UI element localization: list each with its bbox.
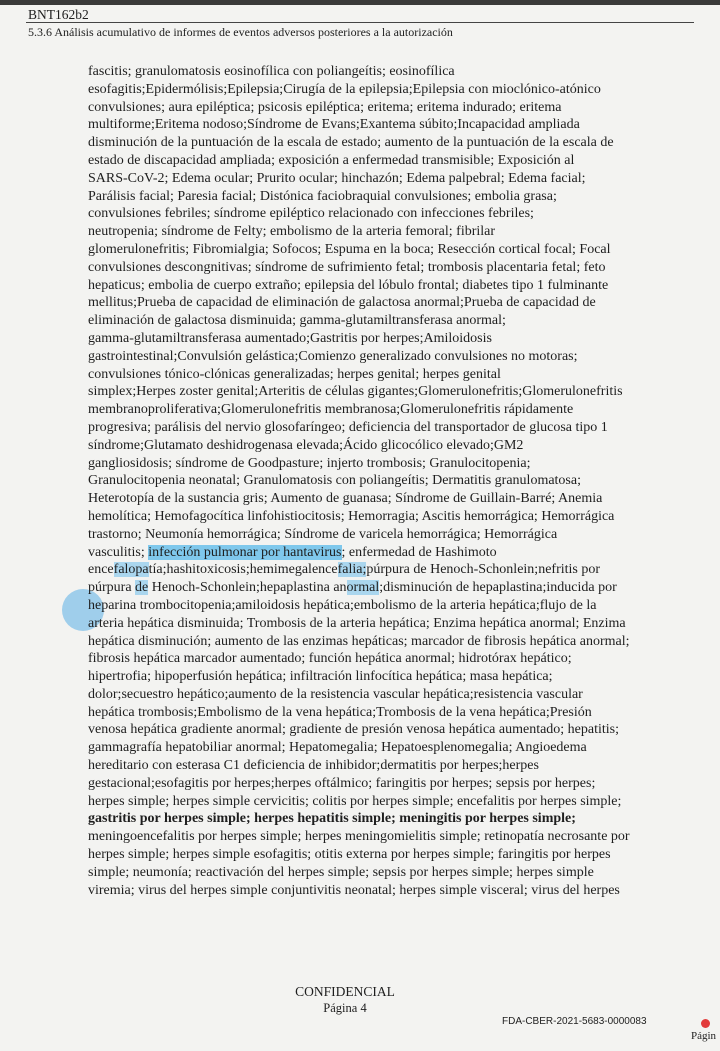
highlighted-fragment: de [135, 580, 149, 596]
highlighted-fragment: ormal [346, 580, 380, 596]
highlighted-fragment: falia; [337, 562, 367, 578]
text-line: esofagitis;Epidermólisis;Epilepsia;Cirugía de la epilepsia;Epilepsia con mioclónico-atónico [88, 81, 601, 97]
text-line: hipertrofia; hipoperfusión hepática; infiltración linfocítica hepática; masa hepática; [88, 669, 553, 685]
page-number: Página 4 [323, 1001, 367, 1015]
text-fragment: púrpura [88, 580, 136, 596]
text-line: multiforme;Eritema nodoso;Síndrome de Evans;Exantema súbito;Incapacidad ampliada [88, 117, 580, 133]
text-line: neutropenia; síndrome de Felty; embolismo de la arteria femoral; fibrilar [88, 224, 496, 240]
text-line: gangliosidosis; síndrome de Goodpasture; injerto trombosis; Granulocitopenia; [88, 455, 531, 471]
text-line: fibrosis hepática marcador aumentado; función hepática anormal; hidrotórax hepático; [88, 651, 572, 667]
text-line: trastorno; Neumonía hemorrágica; Síndrome de varicela hemorrágica; Hemorrágica [88, 526, 558, 542]
text-line: herpes simple; herpes simple esofagitis; otitis externa por herpes simple; faringitis por herpes [88, 847, 611, 863]
text-line: simple; neumonía; reactivación del herpes simple; sepsis por herpes simple; herpes simple [88, 864, 594, 880]
text-line: membranoproliferativa;Glomerulonefritis membranosa;Glomerulonefritis rápidamente [88, 402, 574, 418]
text-line: gestacional;esofagitis por herpes;herpes oftálmico; faringitis por herpes; sepsis por herpes; [88, 775, 596, 791]
section-title: 5.3.6 Análisis acumulativo de informes de eventos adversos posteriores a la autorización [28, 25, 453, 39]
text-line: fascitis; granulomatosis eosinofílica con poliangeítis; eosinofílica [88, 64, 455, 79]
text-line: disminución de la puntuación de la escala de estado; aumento de la puntuación de la escala de [88, 135, 614, 151]
confidential-label: CONFIDENCIAL [295, 984, 395, 999]
highlighted-term: infección pulmonar por hantavirus [148, 544, 342, 560]
text-line: Parálisis facial; Paresia facial; Distónica faciobraquial convulsiones; embolia grasa; [88, 188, 557, 204]
text-line: estado de discapacidad ampliada; exposición a enfermedad transmisible; Exposición al [88, 152, 575, 168]
text-line: Heterotopía de la sustancia gris; Aumento de guanasa; Síndrome de Guillain-Barré; Anemia [88, 491, 603, 507]
text-line: gammagrafía hepatobiliar anormal; Hepatomegalia; Hepatoesplenomegalia; Angioedema [88, 740, 587, 756]
text-line: hemolítica; Hemofagocítica linfohistiocitosis; Hemorragia; Ascitis hemorrágica; Hemorrágica [88, 508, 615, 524]
highlighted-fragment: falopa [113, 562, 149, 578]
text-fragment: tía;hashitoxicosis;hemimegalence [148, 562, 338, 578]
text-line: gamma-glutamiltransferasa aumentado;Gastritis por herpes;Amiloidosis [88, 330, 492, 346]
text-line: convulsiones febriles; síndrome epiléptico relacionado con infecciones febriles; [88, 206, 534, 222]
text-line: gastrointestinal;Convulsión gelástica;Comienzo generalizado convulsiones no motoras; [88, 348, 578, 364]
text-line: venosa hepática gradiente anormal; gradiente de presión venosa hepática aumentado; hepatitis; [88, 722, 620, 738]
document-body [88, 63, 694, 899]
bold-line: gastritis por herpes simple; herpes hepatitis simple; meningitis por herpes simple; [88, 811, 576, 827]
highlighted-line [88, 544, 694, 562]
text-line: viremia; virus del herpes simple conjuntivitis neonatal; herpes simple visceral; virus del herpes [88, 882, 620, 898]
text-line [88, 579, 694, 597]
text-line: heparina trombocitopenia;amiloidosis hepática;embolismo de la arteria hepática;flujo de la [88, 597, 597, 613]
text-line: dolor;secuestro hepático;aumento de la resistencia vascular hepática;resistencia vascular [88, 686, 583, 702]
text-line: convulsiones descongnitivas; síndrome de sufrimiento fetal; trombosis placentaria fetal; feto [88, 259, 606, 275]
text-fragment: ; enfermedad de Hashimoto [341, 544, 497, 560]
text-line: mellitus;Prueba de capacidad de eliminación de galactosa anormal;Prueba de capacidad de [88, 295, 596, 311]
text-line: eliminación de galactosa disminuida; gamma-glutamiltransferasa anormal; [88, 313, 506, 329]
text-line: convulsiones tónico-clónicas generalizadas; herpes genital; herpes genital [88, 366, 501, 382]
text-line: arteria hepática disminuida; Trombosis de la arteria hepática; Enzima hepática anormal; Enzima [88, 615, 626, 631]
text-fragment: Henoch-Schonlein;hepaplastina an [148, 580, 347, 596]
text-line: herpes simple; herpes simple cervicitis; colitis por herpes simple; encefalitis por herpes simple; [88, 793, 622, 809]
text-line: meningoencefalitis por herpes simple; herpes meningomielitis simple; retinopatía necrosante por [88, 829, 630, 845]
text-line: SARS-CoV-2; Edema ocular; Prurito ocular; hinchazón; Edema palpebral; Edema facial; [88, 170, 586, 186]
text-line: hepática disminución; aumento de las enzimas hepáticas; marcador de fibrosis hepática anormal; [88, 633, 630, 649]
text-line: glomerulonefritis; Fibromialgia; Sofocos; Espuma en la boca; Resección cortical focal; Focal [88, 241, 611, 257]
text-line: síndrome;Glutamato deshidrogenasa elevada;Ácido glicocólico elevado;GM2 [88, 437, 524, 453]
top-bar [0, 0, 720, 5]
red-dot-icon [701, 1019, 710, 1028]
document-id: BNT162b2 [28, 7, 89, 22]
text-fragment: púrpura de Henoch-Schonlein;nefritis por [366, 562, 601, 578]
page-indicator: Págin [691, 1030, 717, 1042]
text-fragment: ;disminución de hepaplastina;inducida por [379, 580, 617, 596]
text-fragment: vasculitis; [88, 544, 149, 560]
text-line: simplex;Herpes zoster genital;Arteritis de células gigantes;Glomerulonefritis;Glomerulonefritis [88, 384, 623, 400]
text-line: hepática trombosis;Embolismo de la vena hepática;Trombosis de la vena hepática;Presión [88, 704, 592, 720]
text-line: hepaticus; embolia de cuerpo extraño; epilepsia del lóbulo frontal; diabetes tipo 1 fulminante [88, 277, 609, 293]
header-rule [26, 22, 694, 23]
text-line: Granulocitopenia neonatal; Granulomatosis con poliangeítis; Dermatitis granulomatosa; [88, 473, 581, 489]
text-line [88, 561, 694, 579]
text-line: progresiva; parálisis del nervio glosofaríngeo; deficiencia del transportador de glucosa tipo 1 [88, 419, 608, 435]
text-line: convulsiones; aura epiléptica; psicosis epiléptica; eritema; eritema indurado; eritema [88, 99, 562, 115]
text-line: hereditario con esterasa C1 deficiencia de inhibidor;dermatitis por herpes;herpes [88, 758, 539, 774]
text-fragment: ence [88, 562, 114, 578]
document-code: FDA-CBER-2021-5683-0000083 [502, 1016, 647, 1027]
